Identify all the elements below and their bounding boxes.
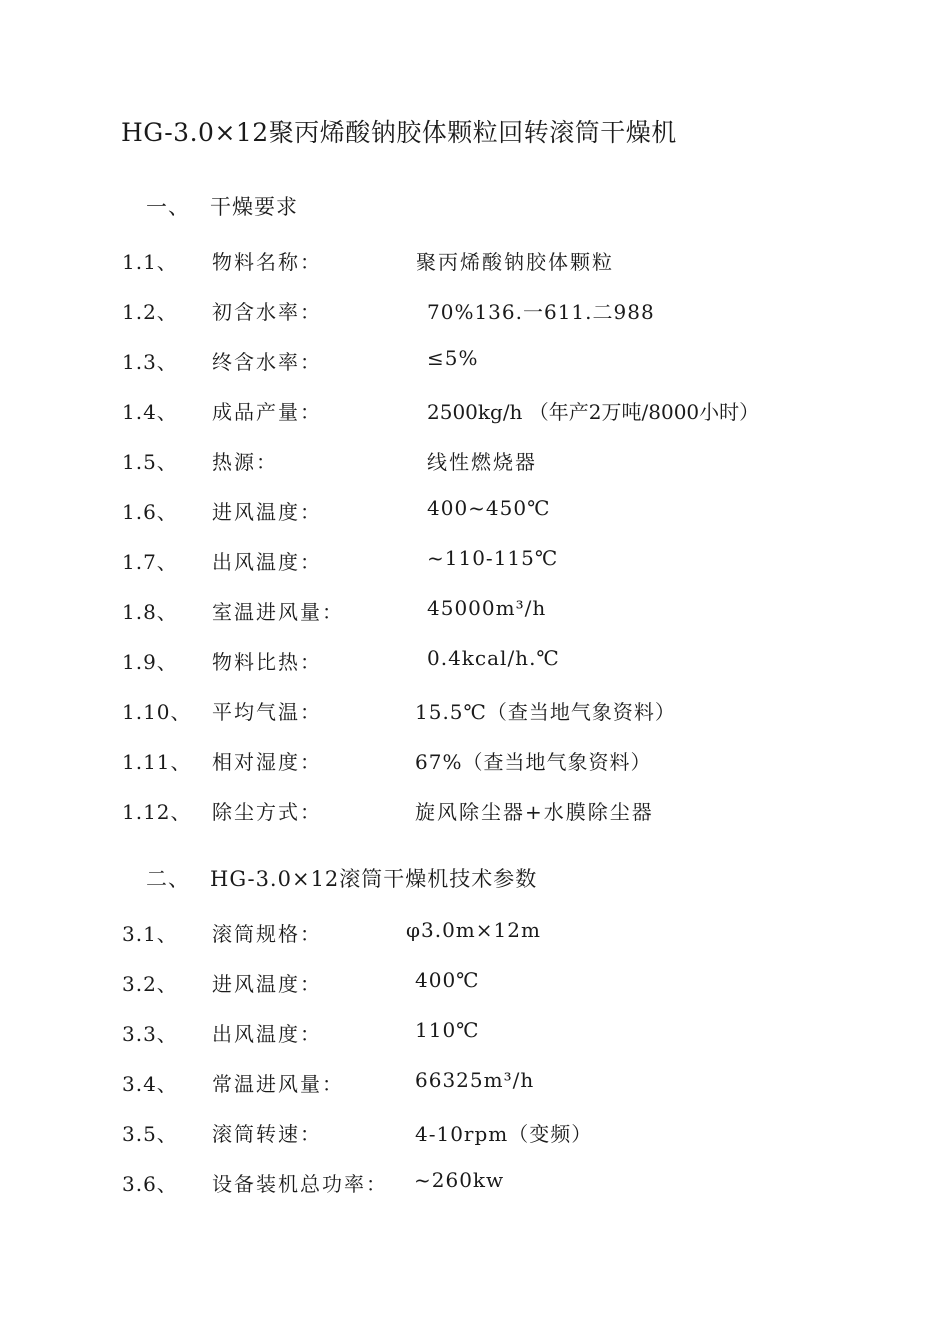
spec-number: 1.9、	[122, 650, 178, 674]
spec-number: 3.3、	[122, 1022, 178, 1046]
spec-label: 滚筒规格：	[212, 922, 322, 946]
spec-value: ~260kw	[414, 1168, 505, 1192]
spec-value: 15.5℃（查当地气象资料）	[415, 700, 676, 724]
spec-number: 3.2、	[122, 972, 178, 996]
spec-value: 45000m³/h	[427, 596, 547, 620]
document-title: HG-3.0×12聚丙烯酸钠胶体颗粒回转滚筒干燥机	[121, 118, 677, 147]
spec-label: 出风温度：	[212, 550, 322, 574]
spec-value: 聚丙烯酸钠胶体颗粒	[416, 250, 614, 274]
spec-value: 66325m³/h	[415, 1068, 535, 1092]
spec-label: 除尘方式：	[212, 800, 322, 824]
spec-number: 3.6、	[122, 1172, 178, 1196]
spec-number: 1.1、	[122, 250, 178, 274]
section-1-title: 干燥要求	[210, 195, 298, 219]
spec-number: 1.11、	[122, 750, 192, 774]
spec-value: 4-10rpm（变频）	[415, 1122, 593, 1146]
spec-value: 0.4kcal/h.℃	[427, 646, 560, 670]
spec-value: 线性燃烧器	[427, 450, 537, 474]
spec-number: 3.1、	[122, 922, 178, 946]
spec-label: 相对湿度：	[212, 750, 322, 774]
spec-value: 2500kg/h （年产2万吨/8000小时）	[427, 400, 760, 424]
section-1-number: 一、	[146, 195, 190, 219]
spec-label: 平均气温：	[212, 700, 322, 724]
section-2-heading	[146, 863, 537, 893]
spec-label: 初含水率：	[212, 300, 322, 324]
spec-label: 设备装机总功率：	[212, 1172, 388, 1196]
spec-number: 1.8、	[122, 600, 178, 624]
spec-value: 400℃	[415, 968, 480, 992]
spec-label: 终含水率：	[212, 350, 322, 374]
section-2-title: HG-3.0×12滚筒干燥机技术参数	[210, 867, 538, 891]
spec-value: ~110-115℃	[427, 546, 559, 570]
spec-number: 1.7、	[122, 550, 178, 574]
spec-number: 1.12、	[122, 800, 192, 824]
spec-label: 进风温度：	[212, 500, 322, 524]
spec-label: 成品产量：	[212, 400, 322, 424]
spec-label: 热源：	[212, 450, 278, 474]
section-2-number: 二、	[146, 867, 190, 891]
spec-number: 1.6、	[122, 500, 178, 524]
spec-number: 1.5、	[122, 450, 178, 474]
spec-label: 室温进风量：	[212, 600, 344, 624]
spec-value: 67%（查当地气象资料）	[415, 750, 652, 774]
spec-value: 70%136.一611.二988	[427, 300, 655, 324]
spec-value: 旋风除尘器+水膜除尘器	[415, 800, 654, 824]
spec-number: 1.4、	[122, 400, 178, 424]
spec-number: 3.4、	[122, 1072, 178, 1096]
spec-number: 1.10、	[122, 700, 192, 724]
spec-value: 110℃	[415, 1018, 480, 1042]
spec-value: 400~450℃	[427, 496, 551, 520]
spec-label: 物料名称：	[212, 250, 322, 274]
spec-label: 物料比热：	[212, 650, 322, 674]
section-1-heading	[146, 191, 298, 221]
spec-value: φ3.0m×12m	[406, 918, 541, 942]
spec-value: ≤5%	[427, 346, 479, 370]
spec-label: 出风温度：	[212, 1022, 322, 1046]
spec-label: 进风温度：	[212, 972, 322, 996]
spec-number: 1.3、	[122, 350, 178, 374]
spec-number: 3.5、	[122, 1122, 178, 1146]
spec-label: 滚筒转速：	[212, 1122, 322, 1146]
spec-number: 1.2、	[122, 300, 178, 324]
spec-label: 常温进风量：	[212, 1072, 344, 1096]
